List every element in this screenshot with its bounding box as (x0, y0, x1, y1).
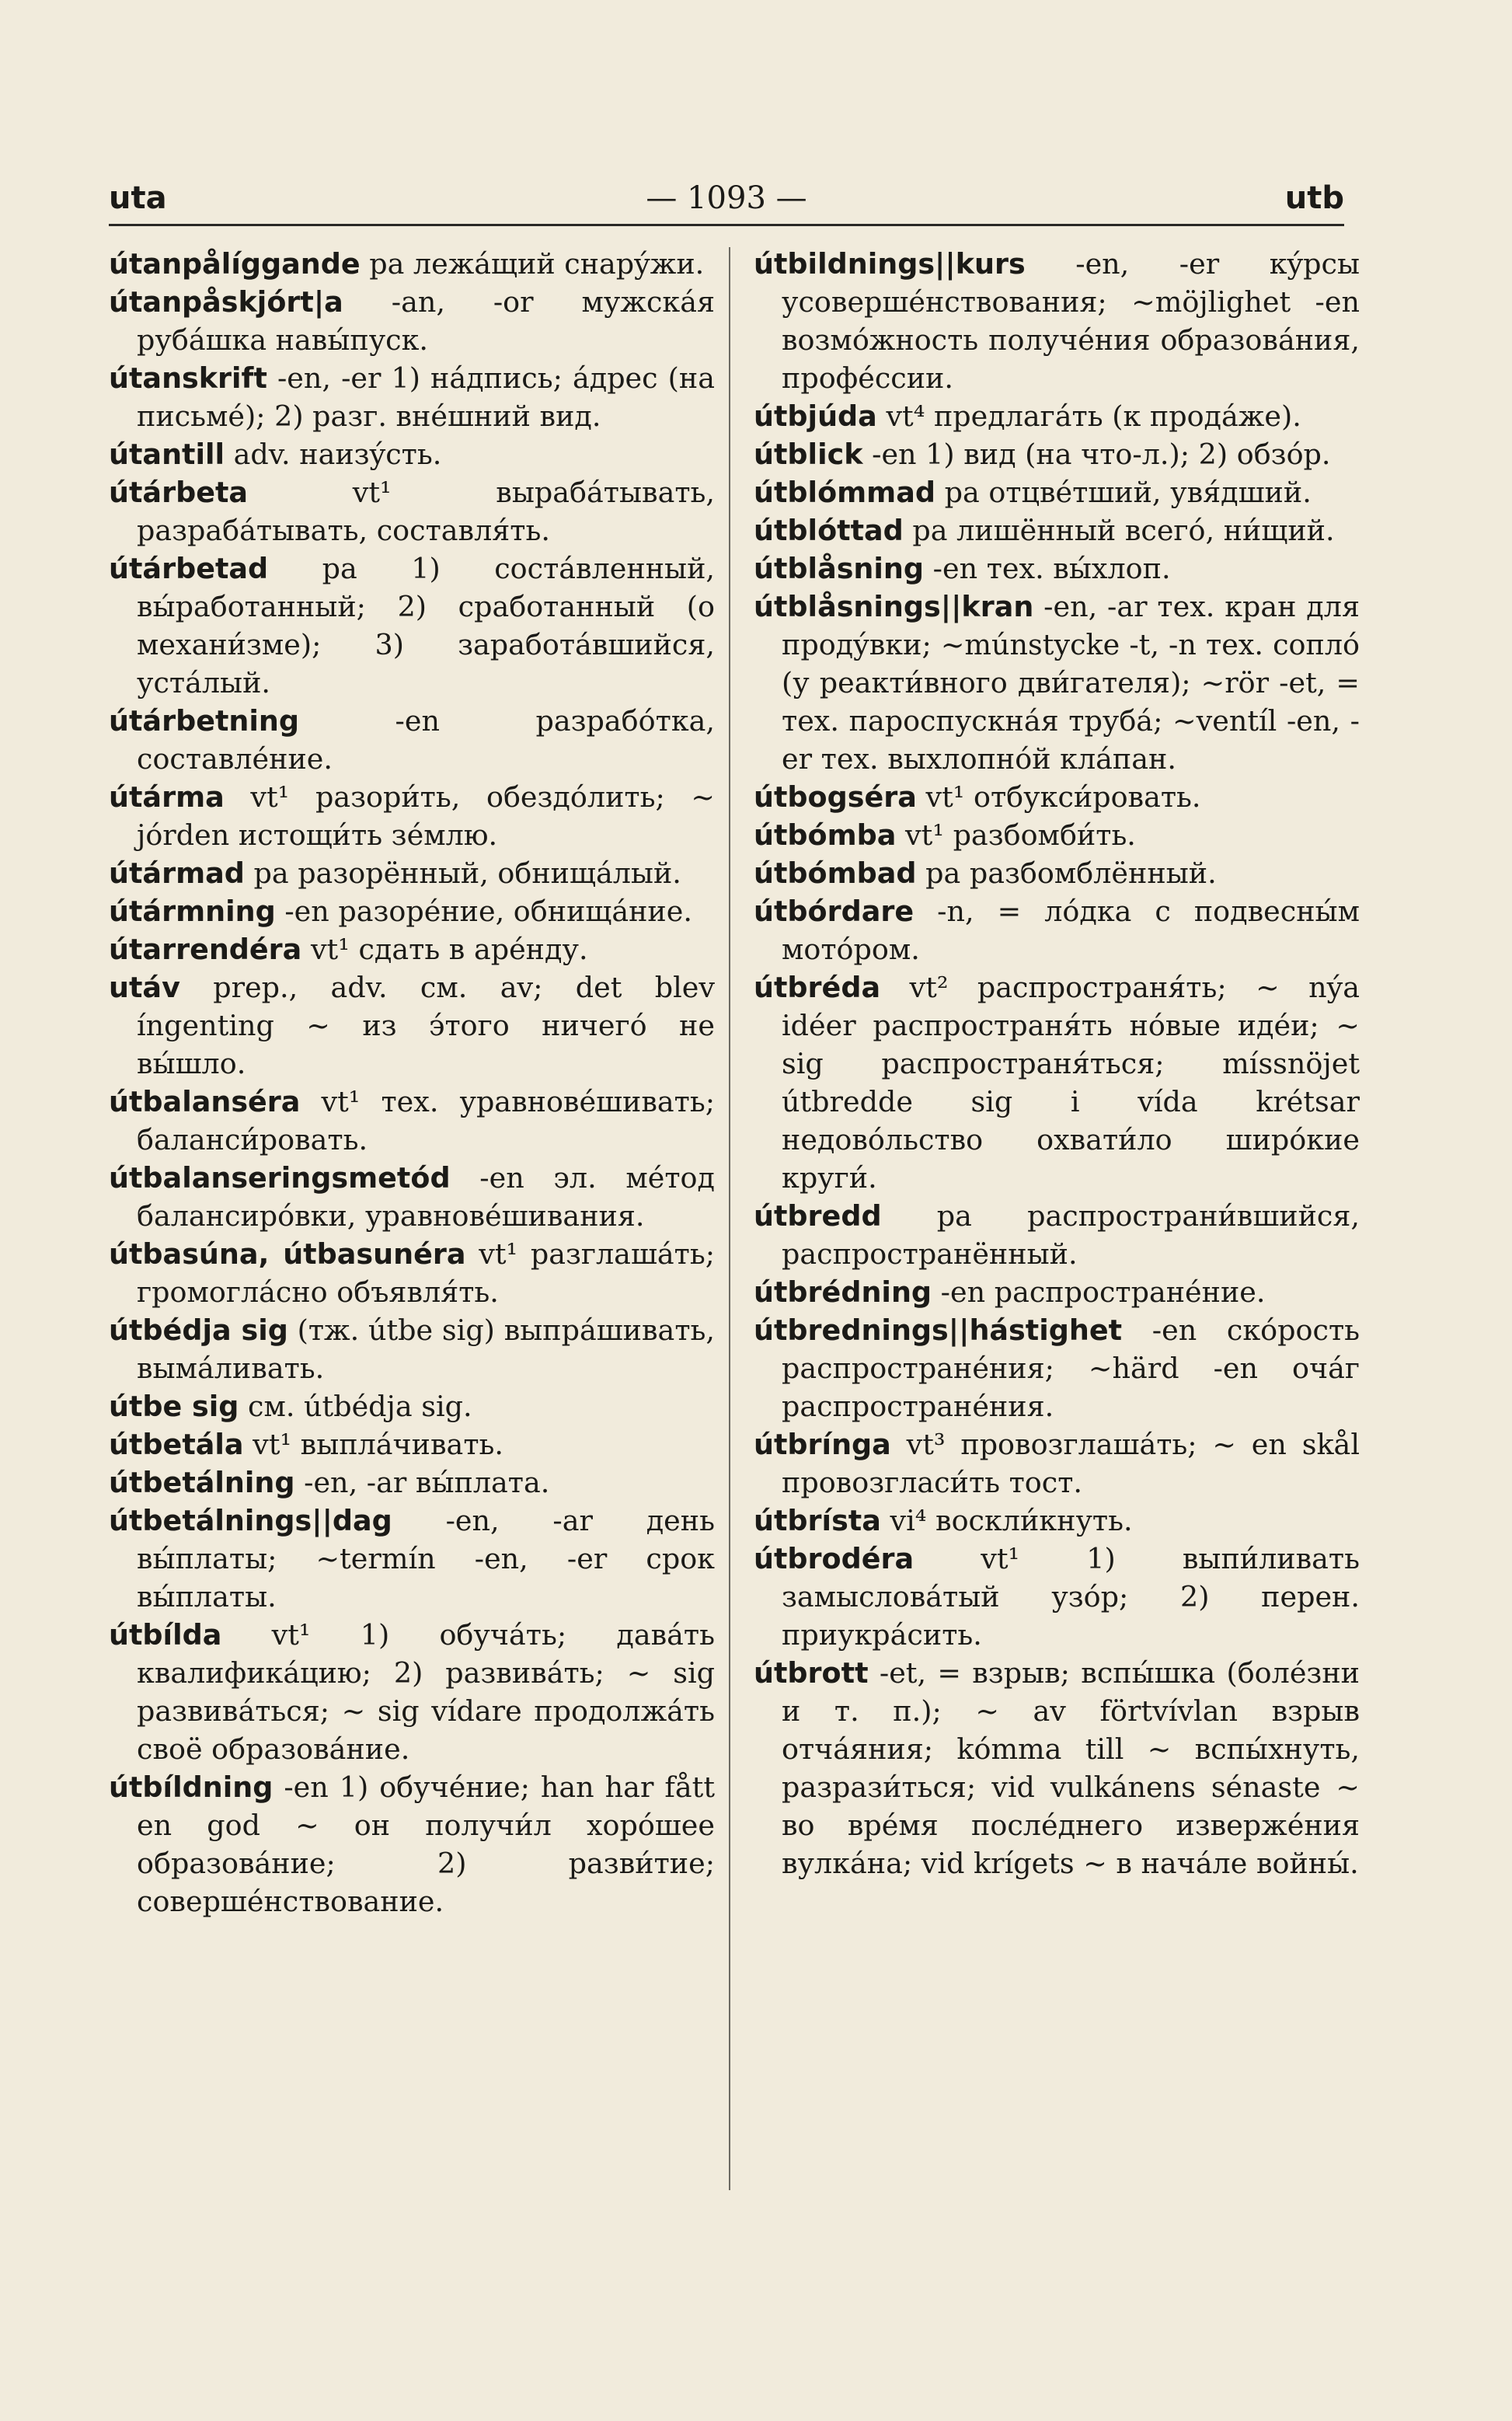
entry-gloss: pa разорённый, обнищáлый. (253, 856, 681, 890)
entry-headword: útbe sig (109, 1390, 239, 1423)
column-divider (729, 247, 730, 2190)
entry-gloss: -en 1) обучéние; han har fått en god ~ он получи́л хорóшее образовáние; 2) разви́тие; совершéнствование. (137, 1770, 715, 1918)
entry-gloss: vt¹ сдать в арéнду. (310, 933, 588, 966)
entry-gloss: pa лежáщий снарýжи. (369, 247, 705, 281)
entry-headword: útbrédning (754, 1275, 932, 1309)
entry-headword: útbórdare (754, 895, 915, 928)
entry-headword: útbrott (754, 1656, 869, 1690)
entry-gloss: vt¹ тех. уравновéшивать; баланси́ровать. (137, 1085, 715, 1156)
entry-headword: útbetálning (109, 1466, 295, 1499)
entry-headword: útbetála (109, 1428, 244, 1461)
entry-headword: útbjúda (754, 399, 877, 433)
entry-headword: utáv (109, 971, 180, 1004)
entry-gloss: pa отцвéтший, увя́дший. (944, 476, 1312, 509)
entry-headword: útblóttad (754, 514, 904, 547)
entry-gloss: -en разрабóтка, составлéние. (137, 704, 715, 776)
entry-gloss: prep., adv. см. av; det blev íngenting ~ из э́того ничегó не вы́шло. (137, 971, 715, 1080)
entry-gloss: pa 1) состáвленный, вы́работанный; 2) сработанный (о механи́зме); 3) заработáвшийся, устáлый. (137, 552, 716, 699)
entry-headword: útárbetad (109, 552, 269, 585)
entry-gloss: -en разорéние, обнищáние. (284, 895, 692, 928)
entry-gloss: vt¹ отбукси́ровать. (925, 780, 1201, 814)
entry-gloss: vt¹ разбомби́ть. (905, 818, 1136, 852)
entry-gloss: adv. наизýсть. (233, 438, 442, 471)
right-guide-word: utb (1284, 180, 1344, 216)
entry-headword: útármad (109, 856, 245, 890)
dictionary-entry (754, 397, 1360, 435)
entry-gloss: -en, -ar тех. кран для продýвки; ~múnstycke -t, -n тех. соплó (у реакти́вного дви́гателя); ~rör -et, = тех. пароспускнáя трубá; ~ventíl -en, -er тех. выхлопнóй клáпан. (782, 590, 1360, 776)
entry-headword: útblick (754, 438, 863, 471)
entry-gloss: vt¹ разори́ть, обездóлить; ~ jórden истощи́ть зéмлю. (137, 780, 715, 852)
entry-headword: útbalanseringsmetód (109, 1161, 451, 1195)
entry-headword: útanpåskjórt|a (109, 285, 343, 319)
entry-headword: útblåsnings||kran (754, 590, 1034, 623)
entry-gloss: -en, -er кýрсы усовершéнствования; ~möjlighet -en возмóжность получéния образовáния, профéссии. (782, 247, 1360, 395)
dictionary-entry (754, 778, 1360, 816)
dictionary-entry (754, 435, 1360, 473)
dictionary-entry (754, 1197, 1360, 1273)
dictionary-entry (109, 283, 715, 359)
entry-headword: útarrendéra (109, 933, 302, 966)
page-header (109, 177, 1344, 226)
entry-gloss: -n, = лóдка с подвесны́м мотóром. (782, 895, 1360, 966)
entry-headword: útbómbad (754, 856, 917, 890)
dictionary-entry (109, 359, 715, 435)
dictionary-entry (754, 854, 1360, 892)
dictionary-entry (109, 1502, 715, 1616)
dictionary-entry (109, 702, 715, 778)
dictionary-entry (754, 968, 1360, 1197)
entry-gloss: vt¹ 1) обучáть; давáть квалификáцию; 2) развивáть; ~ sig развивáться; ~ sig vídare продолжáть своё образовáние. (137, 1618, 715, 1766)
entry-gloss: -en тех. вы́хлоп. (932, 552, 1171, 585)
dictionary-entry (109, 892, 715, 930)
entry-headword: útbíldning (109, 1770, 273, 1804)
entry-gloss: vt⁴ предлагáть (к продáже). (886, 399, 1301, 433)
entry-gloss: -en распространéние. (940, 1275, 1266, 1309)
dictionary-entry (109, 1083, 715, 1159)
dictionary-entry (109, 778, 715, 854)
dictionary-entry (754, 892, 1360, 968)
left-column (109, 245, 715, 1920)
entry-headword: útárbeta (109, 476, 249, 509)
entry-headword: útbasúna, útbasunéra (109, 1237, 466, 1271)
entry-gloss: -en, -ar вы́плата. (304, 1466, 550, 1499)
dictionary-entry (109, 473, 715, 549)
entry-headword: útárma (109, 780, 225, 814)
entry-gloss: -en скóрость распространéния; ~härd -en очáг распространéния. (782, 1313, 1360, 1423)
dictionary-entry (754, 245, 1360, 397)
page-number: — 1093 — (646, 180, 807, 216)
entry-gloss: см. útbédja sig. (248, 1390, 472, 1423)
dictionary-entry (109, 1616, 715, 1768)
entry-gloss: vi⁴ воскли́кнуть. (890, 1504, 1133, 1537)
entry-headword: útbredd (754, 1199, 882, 1233)
right-column (754, 245, 1360, 1882)
entry-headword: útanskrift (109, 361, 267, 395)
dictionary-entry (109, 968, 715, 1083)
dictionary-entry (754, 1540, 1360, 1654)
entry-headword: útbédja sig (109, 1313, 288, 1347)
entry-gloss: -en эл. мéтод балансирóвки, уравновéшивания. (137, 1161, 715, 1233)
entry-gloss: vt¹ выплáчивать. (253, 1428, 503, 1461)
entry-headword: útárbetning (109, 704, 300, 738)
entry-gloss: -en 1) вид (на что-л.); 2) обзóр. (872, 438, 1331, 471)
entry-gloss: pa распространи́вшийся, распространённый. (782, 1199, 1360, 1271)
entry-gloss: vt³ провозглашáть; ~ en skål провозгласи́ть тост. (782, 1428, 1360, 1499)
dictionary-entry (109, 854, 715, 892)
entry-headword: útbílda (109, 1618, 222, 1652)
dictionary-entry (754, 1273, 1360, 1311)
entry-gloss: pa разбомблённый. (925, 856, 1217, 890)
left-guide-word: uta (109, 180, 167, 216)
dictionary-entry (109, 1463, 715, 1502)
dictionary-entry (754, 1654, 1360, 1882)
entry-headword: útbómba (754, 818, 897, 852)
entry-headword: útblómmad (754, 476, 935, 509)
dictionary-entry (109, 549, 715, 702)
dictionary-entry (754, 588, 1360, 778)
dictionary-entry (109, 435, 715, 473)
dictionary-entry (754, 511, 1360, 549)
entry-headword: útbrínga (754, 1428, 891, 1461)
entry-headword: útanpålíggande (109, 247, 361, 281)
entry-gloss: -en, -ar день вы́платы; ~termín -en, -er срок вы́платы. (137, 1504, 715, 1613)
entry-headword: útbetálnings||dag (109, 1504, 392, 1537)
entry-headword: útbréda (754, 971, 881, 1004)
entry-headword: útbrísta (754, 1504, 881, 1537)
entry-gloss: -en, -er 1) нáдпись; áдрес (на письмé); 2) разг. внéшний вид. (137, 361, 715, 433)
entry-headword: útbogséra (754, 780, 917, 814)
entry-headword: útblåsning (754, 552, 925, 585)
dictionary-entry (109, 1311, 715, 1387)
entry-gloss: vt² распространя́ть; ~ nýa idéer распространя́ть нóвые идéи; ~ sig распространя́ться; míssnöjet útbredde sig i vída krétsar недовóльство охвати́ло ширóкие круги́. (782, 971, 1360, 1195)
entry-headword: útantill (109, 438, 225, 471)
entry-headword: útármning (109, 895, 276, 928)
dictionary-entry (109, 1425, 715, 1463)
dictionary-entry (109, 1235, 715, 1311)
dictionary-entry (109, 245, 715, 283)
dictionary-entry (754, 473, 1360, 511)
dictionary-entry (754, 549, 1360, 588)
entry-gloss: vt¹ разглашáть; громоглáсно объявля́ть. (137, 1237, 715, 1309)
entry-headword: útbalanséra (109, 1085, 301, 1118)
entry-headword: útbrodéra (754, 1542, 915, 1575)
dictionary-entry (754, 1425, 1360, 1502)
entry-gloss: (тж. útbe sig) выпрáшивать, вымáливать. (137, 1313, 715, 1385)
dictionary-entry (109, 1387, 715, 1425)
dictionary-entry (754, 1502, 1360, 1540)
dictionary-entry (109, 1159, 715, 1235)
entry-headword: útbildnings||kurs (754, 247, 1026, 281)
dictionary-entry (109, 930, 715, 968)
dictionary-entry (109, 1768, 715, 1920)
entry-gloss: -an, -or мужскáя рубáшка навы́пуск. (137, 285, 715, 357)
dictionary-entry (754, 816, 1360, 854)
entry-headword: útbrednings||hástighet (754, 1313, 1123, 1347)
entry-gloss: pa лишённый всегó, ни́щий. (912, 514, 1335, 547)
entry-gloss: vt¹ вырабáтывать, разрабáтывать, составля́ть. (137, 476, 715, 547)
entry-gloss: vt¹ 1) выпи́ливать замысловáтый узóр; 2) перен. приукрáсить. (782, 1542, 1360, 1652)
entry-gloss: -et, = взрыв; вспы́шка (болéзни и т. п.); ~ av förtvívlan взрыв отчáяния; kómma till ~ вспы́хнуть, разрази́ться; vid vulkánens sénaste ~ во врéмя послéднего извержéния вулкáна; vid krígets ~ в начáле войны́. (782, 1656, 1360, 1880)
dictionary-entry (754, 1311, 1360, 1425)
